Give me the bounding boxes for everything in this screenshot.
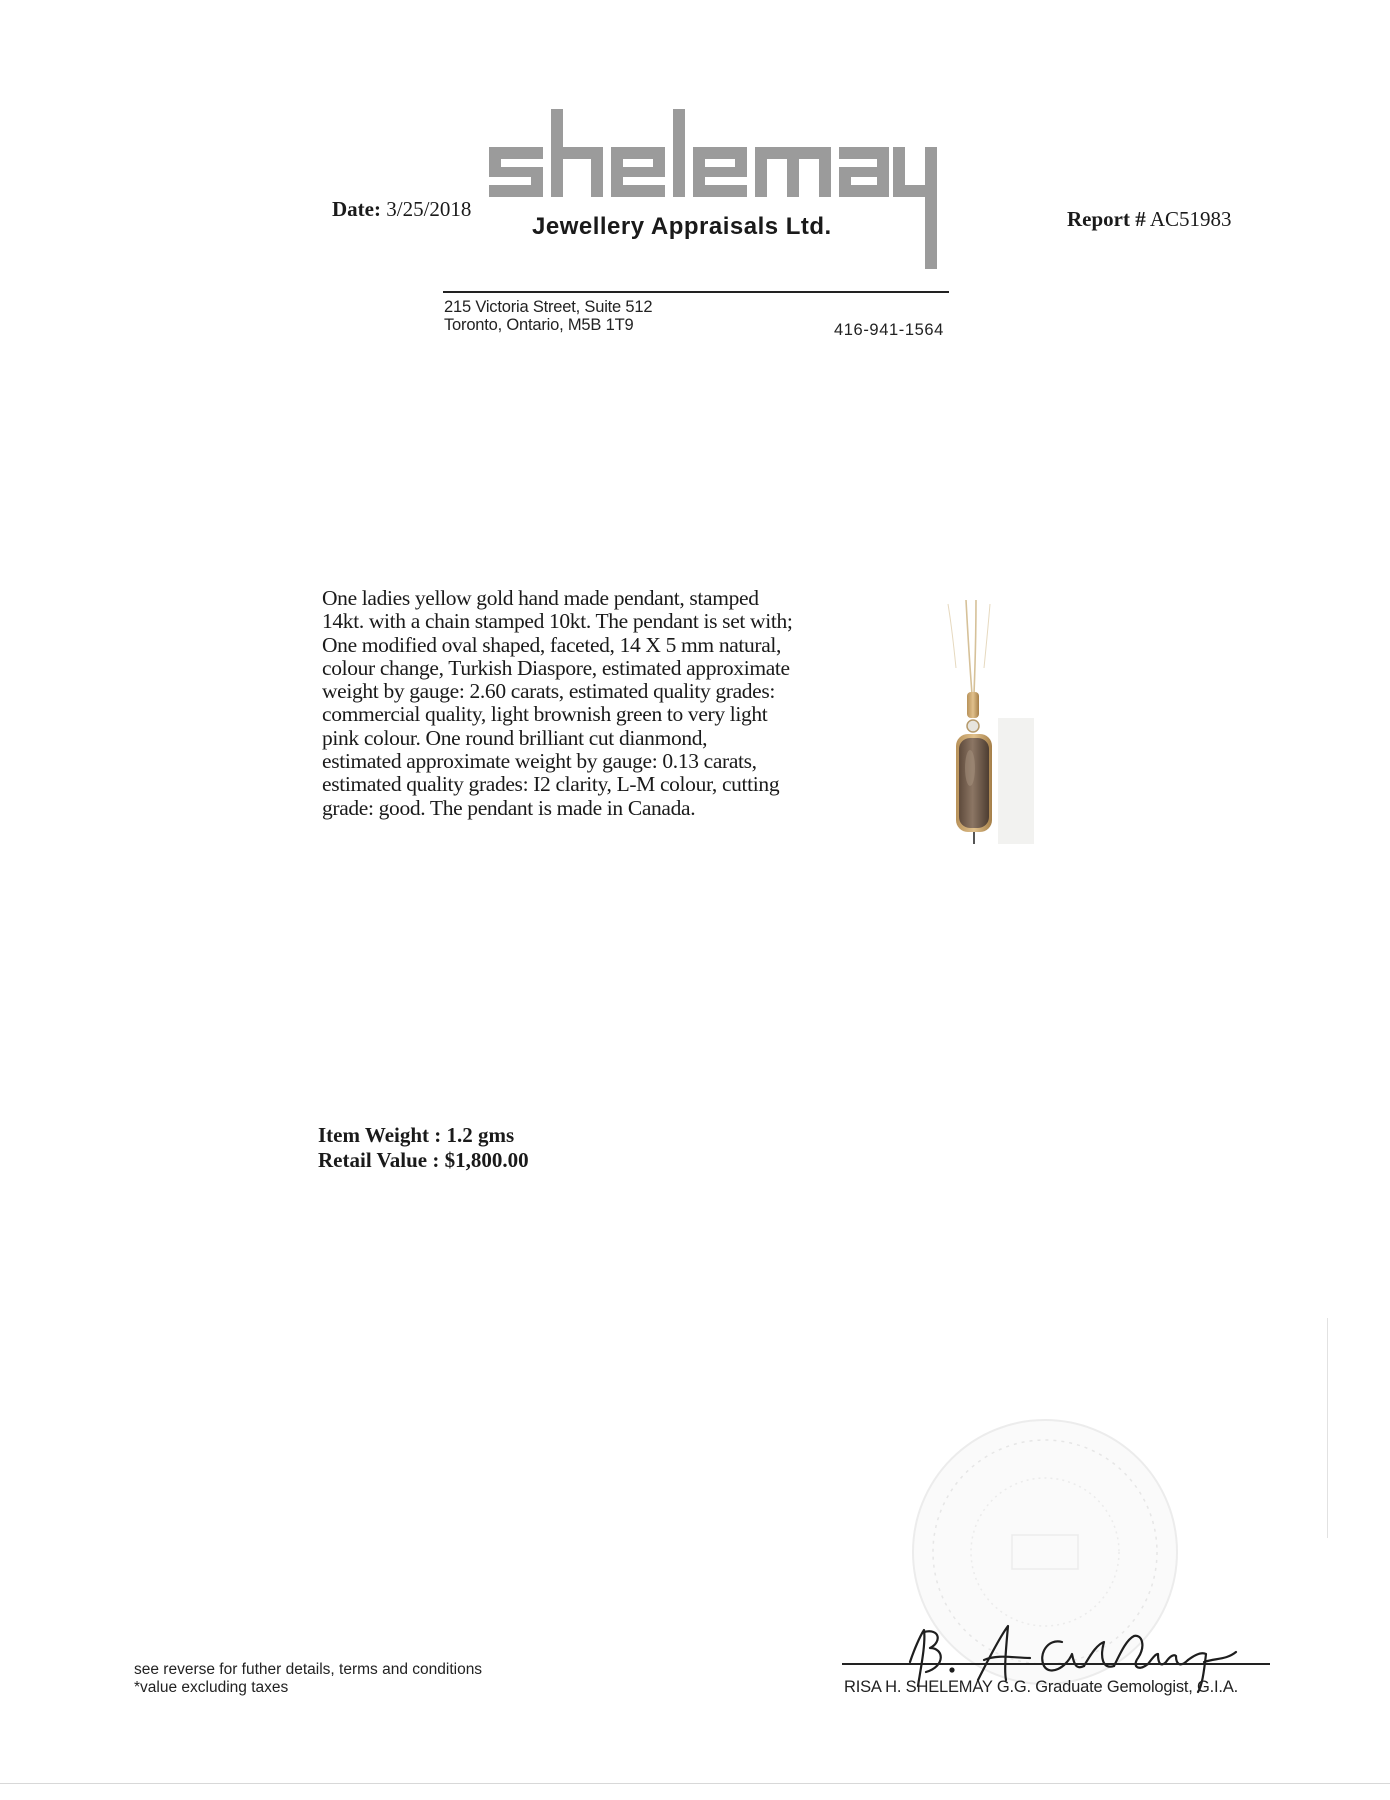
description-line: pink colour. One round brilliant cut dianmond, xyxy=(322,725,708,750)
retail-value-label: Retail Value : xyxy=(318,1148,440,1172)
address-line-1: 215 Victoria Street, Suite 512 xyxy=(444,298,653,316)
item-description xyxy=(322,587,922,820)
report-label: Report # xyxy=(1067,207,1146,231)
company-logo xyxy=(485,105,945,273)
footer-note-taxes: *value excluding taxes xyxy=(134,1679,289,1696)
description-line: grade: good. The pendant is made in Canada. xyxy=(322,795,696,820)
item-weight-row xyxy=(318,1123,529,1148)
appraiser-signature-block xyxy=(844,1678,1238,1697)
appraiser-name: RISA H. SHELEMAY xyxy=(844,1678,993,1696)
retail-value-row xyxy=(318,1148,529,1173)
header-divider xyxy=(443,291,949,293)
description-line: 14kt. with a chain stamped 10kt. The pendant is set with; xyxy=(322,609,793,634)
item-weight-label: Item Weight : xyxy=(318,1123,442,1147)
description-line: One ladies yellow gold hand made pendant, stamped xyxy=(322,586,759,610)
date-value: 3/25/2018 xyxy=(386,197,472,221)
pendant-photo xyxy=(918,598,1034,844)
phone-number: 416-941-1564 xyxy=(834,321,944,339)
appraiser-credentials: G.G. Graduate Gemologist, G.I.A. xyxy=(996,1678,1239,1696)
shelemay-logo-icon xyxy=(485,105,945,273)
report-value: AC51983 xyxy=(1149,207,1232,231)
report-date xyxy=(332,197,471,222)
description-line: weight by gauge: 2.60 carats, estimated quality grades: xyxy=(322,679,776,704)
description-line: One modified oval shaped, faceted, 14 X 5 mm natural, xyxy=(322,632,782,657)
description-line: estimated quality grades: I2 clarity, L-M colour, cutting xyxy=(322,772,780,797)
company-subtitle: Jewellery Appraisals Ltd. xyxy=(532,213,832,240)
item-weight-value: 1.2 gms xyxy=(446,1123,515,1147)
signature-line xyxy=(842,1663,1270,1665)
footer-note-terms: see reverse for futher details, terms and conditions xyxy=(134,1661,483,1678)
report-number xyxy=(1067,207,1232,232)
description-line: estimated approximate weight by gauge: 0.13 carats, xyxy=(322,749,757,774)
item-details xyxy=(318,1123,529,1173)
retail-value-value: $1,800.00 xyxy=(444,1148,529,1172)
description-line: colour change, Turkish Diaspore, estimated approximate xyxy=(322,655,790,680)
date-label: Date: xyxy=(332,197,381,221)
scan-edge-mark xyxy=(1327,1318,1328,1538)
address-line-2: Toronto, Ontario, M5B 1T9 xyxy=(444,316,634,334)
description-line: commercial quality, light brownish green to very light xyxy=(322,702,768,727)
scan-edge-line xyxy=(0,1783,1390,1784)
